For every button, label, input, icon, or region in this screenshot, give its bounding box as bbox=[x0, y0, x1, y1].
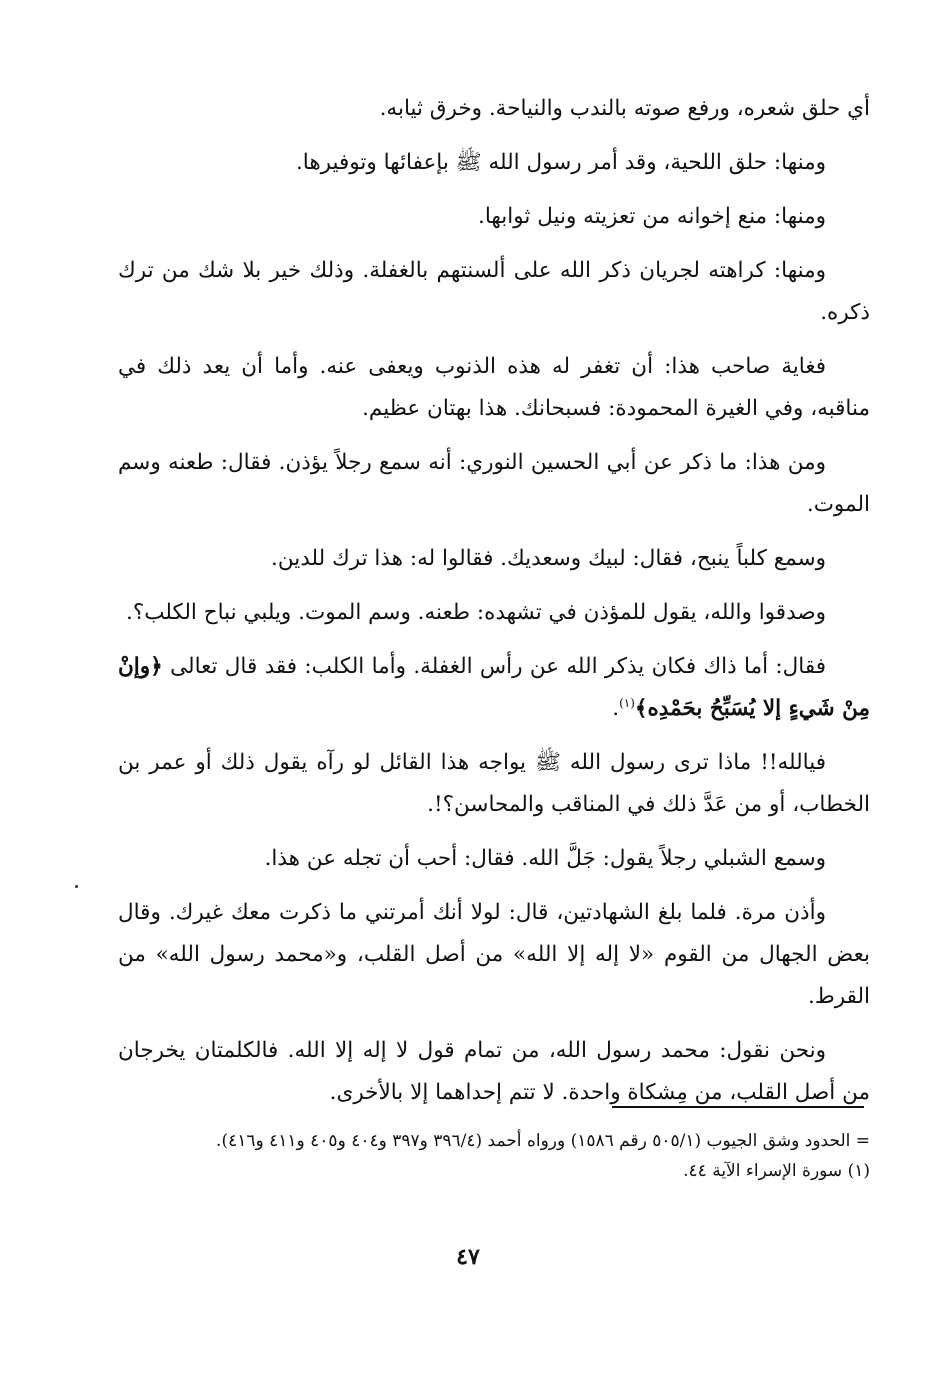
paragraph-7: وسمع كلباً ينبح، فقال: لبيك وسعديك. فقالوا له: هذا ترك للدين. bbox=[271, 546, 826, 571]
paragraph-8: وصدقوا والله، يقول للمؤذن في تشهده: طعنه. وسم الموت. ويلبي نباح الكلب؟. bbox=[125, 600, 826, 625]
paragraph-9-end: . bbox=[612, 696, 620, 721]
paragraph-6: ومن هذا: ما ذكر عن أبي الحسين النوري: أنه سمع رجلاً يؤذن. فقال: طعنه وسم الموت. bbox=[118, 450, 870, 517]
paragraph-2: ومنها: حلق اللحية، وقد أمر رسول الله ﷺ بإعفائها وتوفيرها. bbox=[295, 150, 826, 175]
footnotes bbox=[118, 1126, 870, 1186]
paragraph-11: وسمع الشبلي رجلاً يقول: جَلَّ الله. فقال: أحب أن تجله عن هذا. bbox=[264, 846, 826, 871]
page-number: ٤٧ bbox=[456, 1244, 480, 1270]
paragraph-12: وأذن مرة. فلما بلغ الشهادتين، قال: لولا أنك أمرتني ما ذكرت معك غيرك. وقال بعض الجهال من القوم «لا إله إلا الله» من أصل القلب، و«محمد رسول الله» من القرط. bbox=[118, 900, 870, 1009]
paragraph-3: ومنها: منع إخوانه من تعزيته ونيل ثوابها. bbox=[478, 204, 826, 229]
paragraph-9 bbox=[118, 646, 870, 730]
quran-verse: ﴿وإنْ مِنْ شَيءٍ إلا يُسَبِّحُ بحَمْدِه﴾ bbox=[118, 654, 870, 721]
paragraph-10: فيالله!! ماذا ترى رسول الله ﷺ يواجه هذا القائل لو رآه يقول ذلك أو عمر بن الخطاب، أو من عَدَّ ذلك في المناقب والمحاسن؟!. bbox=[118, 750, 870, 817]
footnote-divider bbox=[612, 1106, 864, 1108]
paragraph-9-text: فقال: أما ذاك فكان يذكر الله عن رأس الغفلة. وأما الكلب: فقد قال تعالى bbox=[170, 654, 826, 679]
scan-speck bbox=[75, 885, 78, 888]
footnote-reference: (١) bbox=[619, 695, 635, 710]
footnote-continuation: = الحدود وشق الجيوب (٥٠٥/١ رقم ١٥٨٦) ورواه أحمد (٣٩٦/٤ و٣٩٧ و٤٠٤ و٤٠٥ و٤١١ و٤١٦). bbox=[216, 1131, 870, 1151]
main-text bbox=[118, 88, 870, 1126]
paragraph-4: ومنها: كراهته لجريان ذكر الله على ألسنتهم بالغفلة. وذلك خير بلا شك من ترك ذكره. bbox=[118, 258, 870, 325]
paragraph-1: أي حلق شعره، ورفع صوته بالندب والنياحة. وخرق ثيابه. bbox=[379, 96, 870, 121]
footnote-1: (١) سورة الإسراء الآية ٤٤. bbox=[683, 1161, 870, 1181]
paragraph-13: ونحن نقول: محمد رسول الله، من تمام قول لا إله إلا الله. فالكلمتان يخرجان من أصل القلب، من مِشكاة واحدة. لا تتم إحداهما إلا بالأخرى. bbox=[118, 1038, 870, 1105]
paragraph-5: فغاية صاحب هذا: أن تغفر له هذه الذنوب ويعفى عنه. وأما أن يعد ذلك في مناقبه، وفي الغيرة المحمودة: فسبحانك. هذا بهتان عظيم. bbox=[118, 354, 870, 421]
